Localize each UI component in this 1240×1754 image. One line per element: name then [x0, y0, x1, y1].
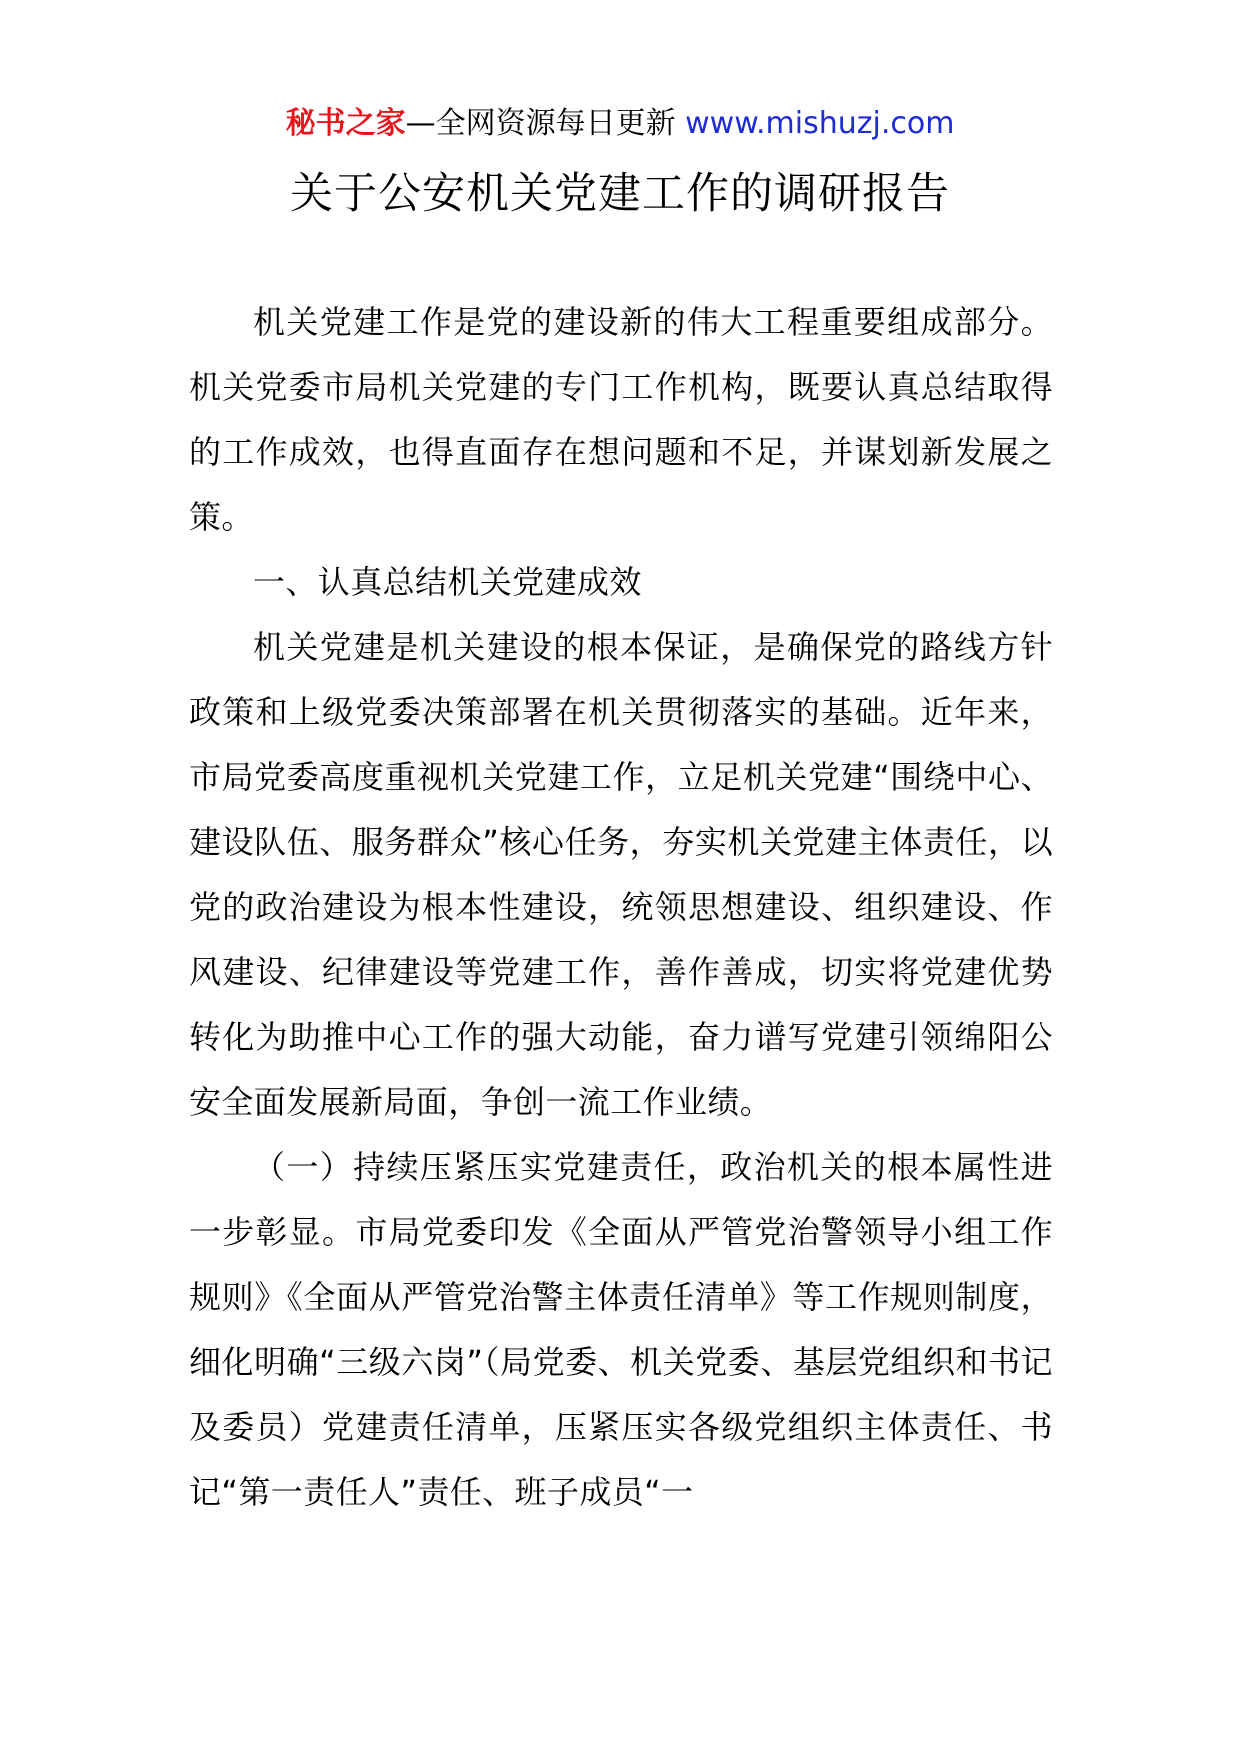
body-paragraph: 机关党建是机关建设的根本保证，是确保党的路线方针政策和上级党委决策部署在机关贯彻落实的基础。近年来，市局党委高度重视机关党建工作，立足机关党建“围绕中心、建设队伍、服务群众”核心任务，夯实机关党建主体责任，以党的政治建设为根本性建设，统领思想建设、组织建设、作风建设、纪律建设等党建工作，善作善成，切实将党建优势转化为助推中心工作的强大动能，奋力谱写党建引领绵阳公安全面发展新局面，争创一流工作业绩。	[189, 628, 1053, 1121]
site-header	[0, 104, 1240, 144]
header-slogan: —全网资源每日更新	[405, 106, 676, 141]
document-body	[189, 290, 1053, 1525]
intro-paragraph: 机关党建工作是党的建设新的伟大工程重要组成部分。机关党委市局机关党建的专门工作机构，既要认真总结取得的工作成效，也得直面存在想问题和不足，并谋划新发展之策。	[189, 303, 1053, 536]
brand-name: 秘书之家	[285, 106, 406, 141]
site-url-link[interactable]: www.mishuzj.com	[685, 106, 955, 141]
section-heading: 一、认真总结机关党建成效	[253, 563, 642, 601]
document-title: 关于公安机关党建工作的调研报告	[290, 169, 950, 219]
body-paragraph: （一）持续压紧压实党建责任，政治机关的根本属性进一步彰显。市局党委印发《全面从严管党治警领导小组工作规则》《全面从严管党治警主体责任清单》等工作规则制度，细化明确“三级六岗”（局党委、机关党委、基层党组织和书记及委员）党建责任清单，压紧压实各级党组织主体责任、书记“第一责任人”责任、班子成员“一	[189, 1148, 1053, 1511]
